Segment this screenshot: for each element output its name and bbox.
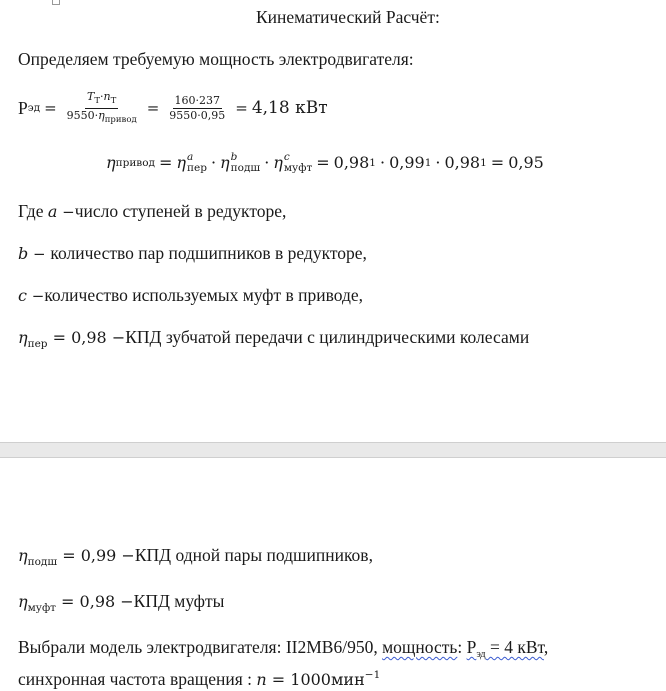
definition-c: c −количество используемых муфт в приводе, xyxy=(18,285,364,305)
motor-speed-line: синхронная частота вращения : n = 1000мин$^{-1}$ xyxy=(18,669,381,689)
power-result: 4,18 кВт xyxy=(251,98,328,118)
power-fraction-symbolic xyxy=(65,90,139,127)
motor-selection-line: Выбрали модель электродвигателя: II2MB6/950, мощность: $Р_{эд} = 4$ кВт, xyxy=(18,637,549,660)
fraction-numerator: $T_Т\cdot n_Т$ xyxy=(85,90,118,109)
motor-model: II2MB6/950 xyxy=(285,637,374,657)
definition-eta-podsh: $\eta_{подш} = 0,99 -КПД$ одной пары подшипников, xyxy=(18,545,373,568)
definition-b: b − количество пар подшипников в редукторе, xyxy=(18,243,367,263)
page-break xyxy=(0,442,666,458)
equals-sign: = xyxy=(146,99,160,117)
power-fraction-numeric xyxy=(167,94,227,123)
definition-a: Где a −число ступеней в редукторе, xyxy=(18,201,287,221)
fraction-numerator: 160·237 xyxy=(174,93,220,107)
power-symbol: Р xyxy=(18,98,28,118)
efficiency-formula: η привод = η a пер · η b подш · η c муфт = 0,98 1 · 0,99 1 · 0,98 1 = 0,95 xyxy=(106,151,544,174)
equals-sign: = xyxy=(44,99,57,117)
power-formula xyxy=(18,90,328,126)
fraction-denominator: 9550·0,95 xyxy=(169,108,226,122)
equals-sign: = xyxy=(235,99,248,117)
spellcheck-underlined-word: мощность xyxy=(382,637,458,657)
text-cursor-marker xyxy=(52,0,60,5)
definition-eta-muft: $\eta_{муфт} = 0,98 -КПД$ муфты xyxy=(18,591,225,614)
definition-eta-per: $\eta_{пер} = 0,98 -КПД$ зубчатой передачи с цилиндрическими колесами xyxy=(18,327,530,350)
power-subscript: эд xyxy=(27,102,41,114)
intro-paragraph: Определяем требуемую мощность электродвигателя: xyxy=(18,49,414,69)
section-title: Кинематический Расчёт: xyxy=(256,7,440,27)
fraction-denominator: $9550\cdot\eta_{привод}$ xyxy=(66,108,137,125)
document-page-2 xyxy=(0,458,666,690)
